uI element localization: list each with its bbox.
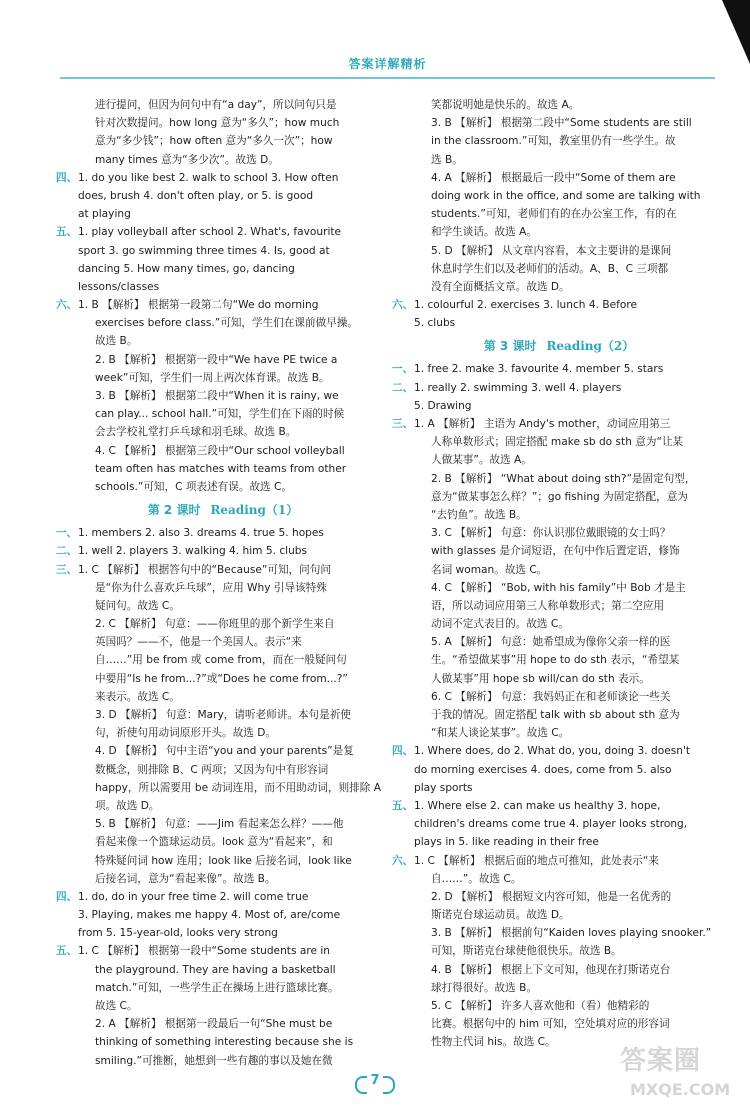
section-number: 二、 — [56, 545, 78, 558]
answer-text: 1. Where else 2. can make us healthy 3. hope, — [414, 799, 661, 812]
answer-line — [414, 761, 704, 779]
answer-text: 1. well 2. players 3. walking 4. him 5. clubs — [78, 545, 308, 558]
answer-text: 英国吗？——不，他是一个美国人。表示“来 — [95, 636, 302, 649]
answer-text: 1. free 2. make 3. favourite 4. member 5. stars — [414, 363, 664, 376]
answer-line — [414, 524, 704, 542]
section-number: 一、 — [56, 527, 78, 540]
answer-line — [414, 561, 704, 579]
answer-line — [414, 688, 704, 706]
answer-text: do morning exercises 4. does, come from 5. also — [414, 763, 672, 776]
answer-text: sport 3. go swimming three times 4. Is, good at — [78, 244, 330, 257]
answer-line — [78, 114, 368, 132]
answer-line — [414, 278, 704, 296]
answer-line — [414, 979, 704, 997]
answer-line — [78, 351, 368, 369]
answer-line — [78, 151, 368, 169]
answer-text: lessons/classes — [78, 280, 160, 293]
answer-line — [414, 779, 704, 797]
answer-text: 句，祈使句用动词原形开头。故选 D。 — [95, 727, 277, 740]
answer-line — [392, 415, 704, 433]
answer-text: play sports — [414, 781, 473, 794]
answer-line — [414, 151, 704, 169]
answer-text: 1. B 【解析】 根据第一段第二句“We do morning — [78, 299, 319, 312]
answer-text: 5. C 【解析】 许多人喜欢他和（看）他精彩的 — [431, 1000, 650, 1012]
answer-line — [78, 651, 368, 669]
answer-text: 1. members 2. also 3. dreams 4. true 5. hopes — [78, 527, 324, 540]
answer-line — [78, 387, 368, 405]
answer-text: 1. really 2. swimming 3. well 4. players — [414, 381, 622, 394]
watermark-logo — [620, 1040, 740, 1110]
answer-line — [414, 670, 704, 688]
answer-line — [392, 296, 704, 314]
answer-text: 休息时学生们以及老师们的活动。A、B、C 三项都 — [431, 262, 669, 275]
answer-line — [78, 242, 368, 260]
page-header — [60, 0, 715, 78]
answer-text: exercises before class.”可知，学生们在课前做早操。 — [95, 317, 358, 330]
answer-text: dancing 5. How many times, go, dancing — [78, 262, 295, 275]
section-number: 一、 — [392, 363, 414, 376]
answer-text: 1. do, do in your free time 2. will come true — [78, 890, 309, 903]
section-number: 六、 — [392, 854, 414, 867]
lesson-heading-title: Reading（1） — [210, 503, 299, 518]
answer-line — [414, 205, 704, 223]
answer-text: 1. play volleyball after school 2. What's, favourite — [78, 226, 342, 239]
answer-text: children's dreams come true 4. player looks strong, — [414, 818, 688, 831]
answer-text: 看起来像一个篮球运动员。look 意为“看起来”，和 — [95, 836, 333, 849]
answer-text: in the classroom.”可知，教室里仍有一些学生。故 — [431, 135, 676, 148]
answer-text: 4. C 【解析】 根据第三段中“Our school volleyball — [95, 444, 345, 457]
answer-text: 可知，斯诺克台球使他很快乐。故选 B。 — [431, 945, 622, 958]
answer-line — [78, 1052, 368, 1070]
answer-line — [78, 1033, 368, 1051]
answer-line — [78, 314, 368, 332]
answer-text: 5. A 【解析】 句意：她希望成为像你父亲一样的医 — [431, 636, 671, 649]
answer-text: 特殊疑问词 how 连用；look like 后接名词，look like — [95, 854, 352, 867]
lesson-heading — [78, 496, 368, 524]
answer-line — [78, 405, 368, 423]
answer-line — [78, 724, 368, 742]
answer-line — [78, 706, 368, 724]
answer-text: 5. D 【解析】 从文章内容看，本文主要讲的是课间 — [431, 244, 672, 257]
answer-text: 生。“希望做某事”用 hope to do sth 表示，“希望某 — [431, 654, 680, 667]
section-number: 五、 — [56, 945, 78, 958]
lesson-heading — [414, 332, 704, 360]
answer-line — [78, 688, 368, 706]
answer-text: from 5. 15-year-old, looks very strong — [78, 927, 278, 940]
answer-line — [78, 1015, 368, 1033]
answer-line — [414, 1015, 704, 1033]
answer-line — [56, 942, 368, 960]
answer-text: 1. A 【解析】 主语为 Andy's mother，动词应用第三 — [414, 418, 671, 430]
answer-line — [78, 260, 368, 278]
answer-line — [78, 979, 368, 997]
answer-text: 2. B 【解析】 根据第一段中“We have PE twice a — [95, 353, 338, 366]
answer-line — [414, 542, 704, 560]
answer-line — [392, 852, 704, 870]
lesson-heading-number: 第 2 课时 — [147, 503, 201, 518]
answer-line — [414, 132, 704, 150]
answer-text: 1. C 【解析】 根据第一段中“Some students are in — [78, 945, 330, 958]
answer-text: with glasses 是介词短语，在句中作后置定语，修饰 — [431, 545, 680, 558]
answer-text: 3. D 【解析】 句意：Mary，请听老师讲。本句是祈使 — [95, 709, 351, 721]
answer-text: doing work in the office, and some are talking with — [431, 189, 701, 202]
answer-text: 性物主代词 his。故选 C。 — [431, 1036, 556, 1049]
answer-text: 1. C 【解析】 根据后面的地点可推知，此处表示“来 — [414, 854, 659, 867]
answer-line — [56, 542, 368, 560]
answer-text: 5. B 【解析】 句意：——Jim 看起来怎么样？——他 — [95, 818, 344, 831]
left-column — [56, 96, 381, 1070]
answer-line — [78, 132, 368, 150]
answer-line — [414, 187, 704, 205]
answer-text: 4. C 【解析】 “Bob, with his family”中 Bob 才是主 — [431, 581, 686, 594]
watermark-url: MXQE.COM — [630, 1080, 731, 1099]
answer-line — [414, 114, 704, 132]
lesson-heading-number: 第 3 课时 — [483, 339, 537, 354]
page-corner-mark — [722, 0, 750, 64]
answer-line — [414, 906, 704, 924]
answer-line — [78, 423, 368, 441]
answer-text: 意为“做某事怎么样？”；go fishing 为固定搭配，意为 — [431, 490, 688, 503]
answer-text: 是“你为什么喜欢乒乓球”，应用 Why 引导该特殊 — [95, 581, 327, 594]
answer-line — [414, 488, 704, 506]
answer-line — [414, 242, 704, 260]
answer-text: 项。故选 D。 — [95, 799, 160, 812]
answer-text: 2. D 【解析】 根据短文内容可知，他是一名优秀的 — [431, 890, 672, 903]
answer-text: 针对次数提问。how long 意为“多久”；how much — [95, 117, 340, 130]
answer-line — [414, 579, 704, 597]
answer-text: many times 意为“多少次”。故选 D。 — [95, 153, 279, 166]
answer-text: 人称单数形式；固定搭配 make sb do sth 意为“让某 — [431, 436, 684, 449]
answer-text: 选 B。 — [431, 153, 463, 166]
watermark-mark: 答案圈 — [620, 1046, 702, 1076]
answer-line — [414, 833, 704, 851]
answer-line — [78, 332, 368, 350]
answer-text: 3. B 【解析】 根据第二段中“Some students are still — [431, 117, 692, 130]
answer-line — [414, 815, 704, 833]
answer-text: 4. B 【解析】 根据上下文可知，他现在打斯诺克台 — [431, 963, 671, 976]
answer-text: 自……”。故选 C。 — [431, 872, 522, 885]
answer-line — [414, 961, 704, 979]
answer-line — [56, 223, 368, 241]
answer-text: does, brush 4. don't often play, or 5. is good — [78, 189, 314, 202]
answer-line — [414, 942, 704, 960]
answer-text: can play... school hall.”可知，学生们在下雨的时候 — [95, 408, 345, 421]
answer-text: 比赛。根据句中的 him 可知，空处填对应的形容词 — [431, 1018, 670, 1031]
answer-line — [78, 460, 368, 478]
answer-text: 斯诺克台球运动员。故选 D。 — [431, 909, 570, 922]
header-divider — [60, 77, 715, 79]
answer-text: 笑都说明她是快乐的。故选 A。 — [431, 99, 580, 111]
answer-text: 意为“多少钱”；how often 意为“多久一次”；how — [95, 135, 333, 148]
answer-text: 来表示。故选 C。 — [95, 690, 180, 703]
answer-text: 5. Drawing — [414, 399, 472, 412]
answer-line — [78, 742, 368, 760]
answer-line — [78, 597, 368, 615]
answer-line — [78, 852, 368, 870]
answer-text: plays in 5. like reading in their free — [414, 836, 599, 849]
answer-line — [392, 379, 704, 397]
answer-text: 3. C 【解析】 句意：你认识那位戴眼镜的女士吗？ — [431, 527, 671, 540]
answer-text: happy，所以需要用 be 动词连用，而不用助动词，则排除 A — [95, 781, 381, 794]
answer-text: schools.”可知，C 项表述有误。故选 C。 — [95, 480, 292, 493]
answer-text: 2. B 【解析】 “What about doing sth?”是固定句型， — [431, 472, 696, 485]
section-number: 四、 — [392, 745, 414, 758]
answer-text: 5. clubs — [414, 317, 456, 330]
answer-text: week”可知，学生们一周上两次体育课。故选 B。 — [95, 371, 330, 384]
section-number: 五、 — [392, 799, 414, 812]
answer-text: students.”可知，老师们有的在办公室工作，有的在 — [431, 208, 677, 221]
page-number-value: 7 — [370, 1073, 380, 1088]
answer-line — [414, 924, 712, 942]
answer-text: 会去学校礼堂打乒乓球和羽毛球。故选 B。 — [95, 426, 297, 439]
answer-line — [78, 779, 381, 797]
answer-line — [78, 633, 368, 651]
answer-text: thinking of something interesting because she is — [95, 1036, 354, 1049]
answer-line — [78, 997, 368, 1015]
right-column — [392, 96, 712, 1052]
answer-text: 中要用“Is he from...?”或“Does he come from...?” — [95, 672, 348, 685]
answer-line — [78, 278, 368, 296]
answer-text: 1. do you like best 2. walk to school 3. How often — [78, 171, 339, 184]
answer-text: smiling.”可推断，她想到一些有趣的事以及她在微 — [95, 1054, 333, 1067]
answer-line — [414, 397, 704, 415]
answer-line — [78, 478, 368, 496]
answer-line — [78, 96, 368, 114]
answer-text: 4. A 【解析】 根据最后一段中“Some of them are — [431, 171, 676, 184]
answer-line — [392, 360, 704, 378]
answer-line — [392, 797, 704, 815]
answer-line — [414, 314, 704, 332]
answer-text: 6. C 【解析】 句意：我妈妈正在和老师谈论一些关 — [431, 690, 671, 703]
section-number: 六、 — [392, 299, 414, 312]
answer-line — [414, 870, 704, 888]
answer-line — [414, 597, 704, 615]
answer-line — [414, 651, 704, 669]
answer-text: the playground. They are having a basketball — [95, 963, 336, 976]
section-number: 五、 — [56, 226, 78, 239]
header-title: 答案详解精析 — [348, 57, 427, 71]
answer-line — [78, 761, 368, 779]
answer-line — [414, 223, 704, 241]
answer-line — [392, 742, 704, 760]
answer-line — [56, 888, 368, 906]
answer-line — [414, 470, 704, 488]
answer-text: team often has matches with teams from other — [95, 462, 347, 475]
answer-line — [78, 797, 368, 815]
answer-line — [414, 888, 704, 906]
answer-text: match.”可知，一些学生正在操场上进行篮球比赛。 — [95, 981, 339, 994]
answer-text: 动词不定式表目的。故选 C。 — [431, 618, 569, 631]
answer-line — [414, 724, 704, 742]
answer-line — [56, 561, 368, 579]
answer-line — [78, 205, 368, 223]
answer-text: 人做某事”用 hope sb will/can do sth 表示。 — [431, 672, 650, 685]
page-number-bracket-right — [383, 1076, 395, 1094]
answer-line — [78, 670, 368, 688]
answer-text: 2. A 【解析】 根据第一段最后一句“She must be — [95, 1018, 333, 1031]
answer-text: “去钓鱼”。故选 B。 — [431, 508, 527, 521]
answer-text: 于我的情况。固定搭配 talk with sb about sth 意为 — [431, 709, 680, 721]
answer-text: 进行提问，但因为问句中有“a day”，所以问句只是 — [95, 99, 337, 111]
answer-text: 球打得很好。故选 B。 — [431, 981, 537, 994]
answer-line — [78, 187, 368, 205]
section-number: 四、 — [56, 890, 78, 903]
section-number: 三、 — [392, 418, 414, 430]
answer-text: 自……”用 be from 或 come from，而在一般疑问句 — [95, 654, 347, 667]
answer-line — [78, 615, 368, 633]
answer-line — [414, 169, 704, 187]
answer-text: at playing — [78, 208, 131, 221]
answer-text: 2. C 【解析】 句意：——你班里的那个新学生来自 — [95, 618, 335, 631]
answer-line — [78, 579, 368, 597]
answer-text: 没有全面概括文章。故选 D。 — [431, 280, 570, 293]
answer-text: “和某人谈论某事”。故选 C。 — [431, 727, 570, 740]
answer-line — [414, 633, 704, 651]
section-number: 三、 — [56, 563, 78, 576]
answer-text: 故选 B。 — [95, 335, 138, 348]
answer-line — [414, 997, 704, 1015]
answer-line — [78, 833, 368, 851]
section-number: 六、 — [56, 299, 78, 312]
answer-line — [78, 924, 368, 942]
answer-text: 3. Playing, makes me happy 4. Most of, are/come — [78, 909, 341, 922]
answer-text: 名词 woman。故选 C。 — [431, 563, 548, 576]
answer-line — [78, 369, 368, 387]
answer-line — [78, 870, 368, 888]
page-number-bracket-left — [355, 1076, 367, 1094]
answer-line — [414, 615, 704, 633]
answer-line — [78, 815, 368, 833]
answer-text: 1. C 【解析】 根据答句中的“Because”可知，问句问 — [78, 563, 331, 576]
answer-text: 疑问句。故选 C。 — [95, 599, 180, 612]
answer-line — [56, 169, 368, 187]
answer-text: 1. colourful 2. exercises 3. lunch 4. Before — [414, 299, 637, 312]
section-number: 四、 — [56, 171, 78, 184]
answer-text: 人做某事”。故选 A。 — [431, 454, 532, 467]
answer-line — [78, 961, 368, 979]
answer-line — [414, 506, 704, 524]
answer-line — [56, 296, 368, 314]
answer-text: 语，所以动词应用第三人称单数形式；第二空应用 — [431, 599, 665, 612]
answer-line — [414, 433, 704, 451]
answer-line — [78, 442, 368, 460]
answer-text: 1. Where does, do 2. What do, you, doing 3. doesn't — [414, 745, 691, 758]
answer-text: 和学生谈话。故选 A。 — [431, 226, 537, 239]
answer-line — [414, 260, 704, 278]
lesson-heading-title: Reading（2） — [546, 339, 635, 354]
answer-line — [78, 906, 368, 924]
answer-text: 4. D 【解析】 句中主语“you and your parents”是复 — [95, 745, 354, 758]
answer-line — [56, 524, 368, 542]
answer-text: 故选 C。 — [95, 1000, 138, 1012]
page-number — [355, 1073, 395, 1095]
answer-text: 3. B 【解析】 根据前句“Kaiden loves playing snooker.” — [431, 927, 712, 940]
answer-line — [414, 96, 704, 114]
answer-text: 3. B 【解析】 根据第二段中“When it is rainy, we — [95, 390, 339, 402]
section-number: 二、 — [392, 381, 414, 394]
answer-line — [414, 451, 704, 469]
answer-text: 数概念，则排除 B、C 两项；又因为句中有形容词 — [95, 763, 329, 776]
answer-text: 后接名词，意为“看起来像”。故选 B。 — [95, 872, 276, 885]
answer-line — [414, 706, 704, 724]
